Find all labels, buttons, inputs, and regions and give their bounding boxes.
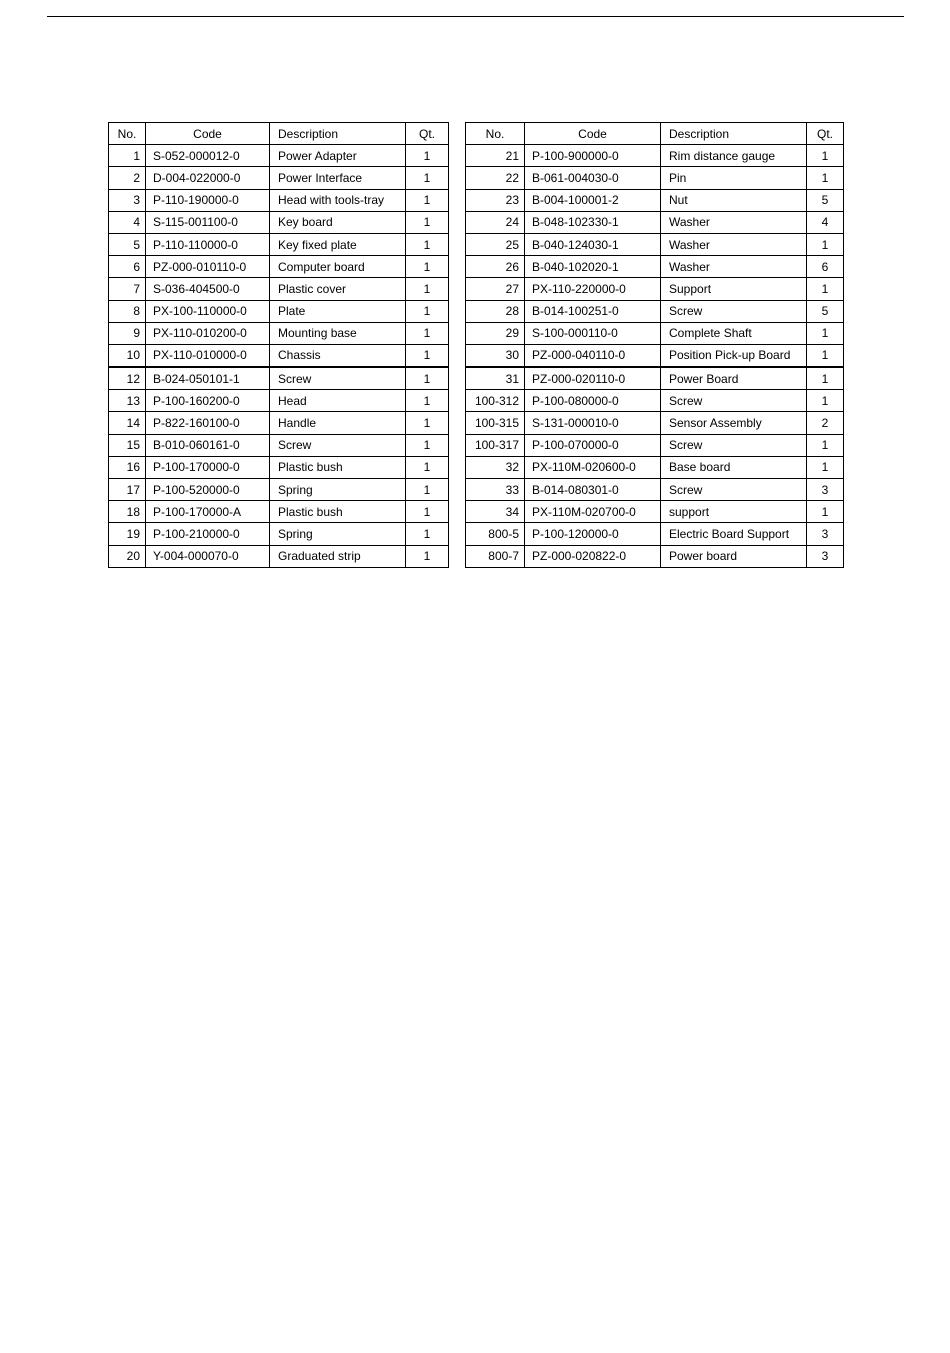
table-row [109, 367, 844, 390]
cell-description-left: Spring [270, 479, 406, 501]
cell-qt-right: 3 [807, 479, 844, 501]
cell-no-right: 32 [466, 456, 525, 478]
cell-description-left: Head [270, 390, 406, 412]
table-row [109, 300, 844, 322]
column-gap [449, 300, 466, 322]
cell-description-left: Head with tools-tray [270, 189, 406, 211]
column-gap [449, 278, 466, 300]
cell-code-left: S-036-404500-0 [146, 278, 270, 300]
column-gap [449, 545, 466, 567]
cell-code-right: B-048-102330-1 [525, 211, 661, 233]
cell-code-left: P-110-110000-0 [146, 233, 270, 255]
table-row [109, 412, 844, 434]
cell-qt-left: 1 [406, 390, 449, 412]
cell-qt-left: 1 [406, 479, 449, 501]
column-gap [449, 479, 466, 501]
cell-description-left: Power Adapter [270, 145, 406, 167]
cell-qt-left: 1 [406, 256, 449, 278]
cell-description-left: Screw [270, 367, 406, 390]
column-gap [449, 344, 466, 367]
cell-no-left: 18 [109, 501, 146, 523]
cell-description-right: Support [661, 278, 807, 300]
cell-qt-right: 1 [807, 344, 844, 367]
column-gap [449, 367, 466, 390]
cell-code-left: P-100-170000-0 [146, 456, 270, 478]
cell-description-right: support [661, 501, 807, 523]
cell-no-right: 27 [466, 278, 525, 300]
cell-code-right: P-100-900000-0 [525, 145, 661, 167]
table-row [109, 434, 844, 456]
column-gap [449, 412, 466, 434]
cell-no-left: 10 [109, 344, 146, 367]
cell-code-right: PX-110-220000-0 [525, 278, 661, 300]
cell-code-left: B-024-050101-1 [146, 367, 270, 390]
header-description-right: Description [661, 123, 807, 145]
header-no-right: No. [466, 123, 525, 145]
cell-qt-right: 4 [807, 211, 844, 233]
cell-description-right: Complete Shaft [661, 322, 807, 344]
header-no-left: No. [109, 123, 146, 145]
cell-no-left: 15 [109, 434, 146, 456]
cell-no-right: 29 [466, 322, 525, 344]
cell-code-right: S-100-000110-0 [525, 322, 661, 344]
cell-no-left: 13 [109, 390, 146, 412]
column-gap [449, 233, 466, 255]
cell-description-left: Plastic cover [270, 278, 406, 300]
cell-description-right: Power board [661, 545, 807, 567]
table-row [109, 344, 844, 367]
cell-code-right: S-131-000010-0 [525, 412, 661, 434]
cell-description-left: Plate [270, 300, 406, 322]
cell-no-right: 800-5 [466, 523, 525, 545]
cell-qt-left: 1 [406, 412, 449, 434]
cell-code-left: S-115-001100-0 [146, 211, 270, 233]
cell-code-right: PX-110M-020700-0 [525, 501, 661, 523]
cell-code-right: PZ-000-020110-0 [525, 367, 661, 390]
cell-code-left: P-822-160100-0 [146, 412, 270, 434]
cell-description-right: Base board [661, 456, 807, 478]
cell-code-right: PZ-000-040110-0 [525, 344, 661, 367]
cell-qt-left: 1 [406, 300, 449, 322]
cell-no-left: 1 [109, 145, 146, 167]
cell-code-right: P-100-120000-0 [525, 523, 661, 545]
cell-no-right: 100-315 [466, 412, 525, 434]
cell-qt-right: 1 [807, 367, 844, 390]
cell-qt-left: 1 [406, 189, 449, 211]
cell-qt-right: 1 [807, 278, 844, 300]
cell-description-left: Mounting base [270, 322, 406, 344]
cell-code-left: P-100-520000-0 [146, 479, 270, 501]
cell-code-left: PZ-000-010110-0 [146, 256, 270, 278]
cell-code-left: P-100-170000-A [146, 501, 270, 523]
header-code-left: Code [146, 123, 270, 145]
cell-qt-left: 1 [406, 145, 449, 167]
table-row [109, 456, 844, 478]
cell-description-right: Screw [661, 300, 807, 322]
cell-qt-left: 1 [406, 278, 449, 300]
cell-qt-right: 5 [807, 300, 844, 322]
cell-qt-right: 1 [807, 456, 844, 478]
table-row [109, 545, 844, 567]
column-gap [449, 256, 466, 278]
cell-qt-right: 1 [807, 233, 844, 255]
cell-description-left: Computer board [270, 256, 406, 278]
table-row [109, 233, 844, 255]
cell-qt-left: 1 [406, 367, 449, 390]
column-gap [449, 189, 466, 211]
table-row [109, 523, 844, 545]
cell-description-right: Washer [661, 233, 807, 255]
cell-code-left: P-100-210000-0 [146, 523, 270, 545]
table-header-row [109, 123, 844, 145]
cell-qt-left: 1 [406, 523, 449, 545]
cell-qt-right: 5 [807, 189, 844, 211]
column-gap [449, 390, 466, 412]
cell-no-right: 34 [466, 501, 525, 523]
cell-no-right: 33 [466, 479, 525, 501]
cell-no-left: 12 [109, 367, 146, 390]
cell-code-left: PX-110-010000-0 [146, 344, 270, 367]
cell-qt-left: 1 [406, 211, 449, 233]
cell-description-left: Key fixed plate [270, 233, 406, 255]
cell-code-left: D-004-022000-0 [146, 167, 270, 189]
cell-qt-left: 1 [406, 233, 449, 255]
cell-code-left: P-100-160200-0 [146, 390, 270, 412]
cell-code-right: P-100-070000-0 [525, 434, 661, 456]
cell-no-left: 14 [109, 412, 146, 434]
cell-qt-left: 1 [406, 344, 449, 367]
cell-no-right: 31 [466, 367, 525, 390]
cell-no-left: 17 [109, 479, 146, 501]
cell-no-right: 100-317 [466, 434, 525, 456]
cell-description-right: Power Board [661, 367, 807, 390]
top-rule [47, 16, 904, 17]
cell-qt-right: 3 [807, 545, 844, 567]
cell-description-right: Electric Board Support [661, 523, 807, 545]
header-qt-left: Qt. [406, 123, 449, 145]
cell-qt-right: 1 [807, 434, 844, 456]
cell-description-left: Plastic bush [270, 456, 406, 478]
cell-description-left: Power Interface [270, 167, 406, 189]
cell-description-right: Nut [661, 189, 807, 211]
cell-description-left: Handle [270, 412, 406, 434]
cell-description-right: Washer [661, 256, 807, 278]
cell-code-left: S-052-000012-0 [146, 145, 270, 167]
cell-qt-left: 1 [406, 434, 449, 456]
column-gap [449, 501, 466, 523]
cell-code-right: P-100-080000-0 [525, 390, 661, 412]
cell-qt-right: 1 [807, 167, 844, 189]
cell-code-left: Y-004-000070-0 [146, 545, 270, 567]
cell-description-left: Graduated strip [270, 545, 406, 567]
cell-description-right: Screw [661, 434, 807, 456]
cell-qt-right: 1 [807, 322, 844, 344]
cell-no-right: 28 [466, 300, 525, 322]
table-row [109, 390, 844, 412]
table-row [109, 322, 844, 344]
cell-qt-left: 1 [406, 456, 449, 478]
column-gap [449, 434, 466, 456]
header-qt-right: Qt. [807, 123, 844, 145]
cell-qt-left: 1 [406, 322, 449, 344]
cell-description-left: Spring [270, 523, 406, 545]
cell-code-right: B-014-100251-0 [525, 300, 661, 322]
cell-description-right: Screw [661, 479, 807, 501]
column-gap [449, 523, 466, 545]
cell-code-left: P-110-190000-0 [146, 189, 270, 211]
cell-no-right: 24 [466, 211, 525, 233]
cell-no-left: 9 [109, 322, 146, 344]
cell-no-left: 7 [109, 278, 146, 300]
cell-no-right: 21 [466, 145, 525, 167]
cell-no-left: 19 [109, 523, 146, 545]
cell-code-left: B-010-060161-0 [146, 434, 270, 456]
cell-no-left: 20 [109, 545, 146, 567]
cell-description-left: Screw [270, 434, 406, 456]
column-gap [449, 123, 466, 145]
cell-no-left: 8 [109, 300, 146, 322]
table-row [109, 189, 844, 211]
column-gap [449, 145, 466, 167]
cell-code-right: B-040-124030-1 [525, 233, 661, 255]
table-row [109, 167, 844, 189]
cell-no-left: 3 [109, 189, 146, 211]
cell-qt-left: 1 [406, 501, 449, 523]
table-row [109, 211, 844, 233]
table-row [109, 145, 844, 167]
header-description-left: Description [270, 123, 406, 145]
cell-qt-right: 2 [807, 412, 844, 434]
cell-description-right: Sensor Assembly [661, 412, 807, 434]
column-gap [449, 167, 466, 189]
cell-no-right: 25 [466, 233, 525, 255]
cell-code-right: B-004-100001-2 [525, 189, 661, 211]
cell-description-right: Screw [661, 390, 807, 412]
cell-code-right: PX-110M-020600-0 [525, 456, 661, 478]
cell-no-left: 16 [109, 456, 146, 478]
header-code-right: Code [525, 123, 661, 145]
cell-no-left: 4 [109, 211, 146, 233]
cell-qt-right: 1 [807, 390, 844, 412]
cell-qt-left: 1 [406, 167, 449, 189]
column-gap [449, 211, 466, 233]
table-row [109, 278, 844, 300]
cell-no-left: 6 [109, 256, 146, 278]
cell-qt-right: 3 [807, 523, 844, 545]
cell-qt-right: 1 [807, 145, 844, 167]
table-row [109, 479, 844, 501]
cell-code-left: PX-100-110000-0 [146, 300, 270, 322]
cell-description-right: Pin [661, 167, 807, 189]
cell-no-right: 30 [466, 344, 525, 367]
cell-code-right: B-014-080301-0 [525, 479, 661, 501]
cell-qt-left: 1 [406, 545, 449, 567]
table-row [109, 501, 844, 523]
cell-no-right: 26 [466, 256, 525, 278]
cell-qt-right: 6 [807, 256, 844, 278]
cell-description-right: Rim distance gauge [661, 145, 807, 167]
cell-no-right: 800-7 [466, 545, 525, 567]
cell-qt-right: 1 [807, 501, 844, 523]
cell-description-left: Key board [270, 211, 406, 233]
cell-code-right: B-040-102020-1 [525, 256, 661, 278]
cell-no-left: 2 [109, 167, 146, 189]
cell-no-left: 5 [109, 233, 146, 255]
column-gap [449, 322, 466, 344]
cell-no-right: 100-312 [466, 390, 525, 412]
cell-description-right: Position Pick-up Board [661, 344, 807, 367]
cell-code-left: PX-110-010200-0 [146, 322, 270, 344]
column-gap [449, 456, 466, 478]
cell-description-right: Washer [661, 211, 807, 233]
cell-description-left: Chassis [270, 344, 406, 367]
cell-code-right: PZ-000-020822-0 [525, 545, 661, 567]
cell-description-left: Plastic bush [270, 501, 406, 523]
parts-list-table [108, 122, 844, 568]
table-row [109, 256, 844, 278]
cell-no-right: 22 [466, 167, 525, 189]
cell-no-right: 23 [466, 189, 525, 211]
cell-code-right: B-061-004030-0 [525, 167, 661, 189]
